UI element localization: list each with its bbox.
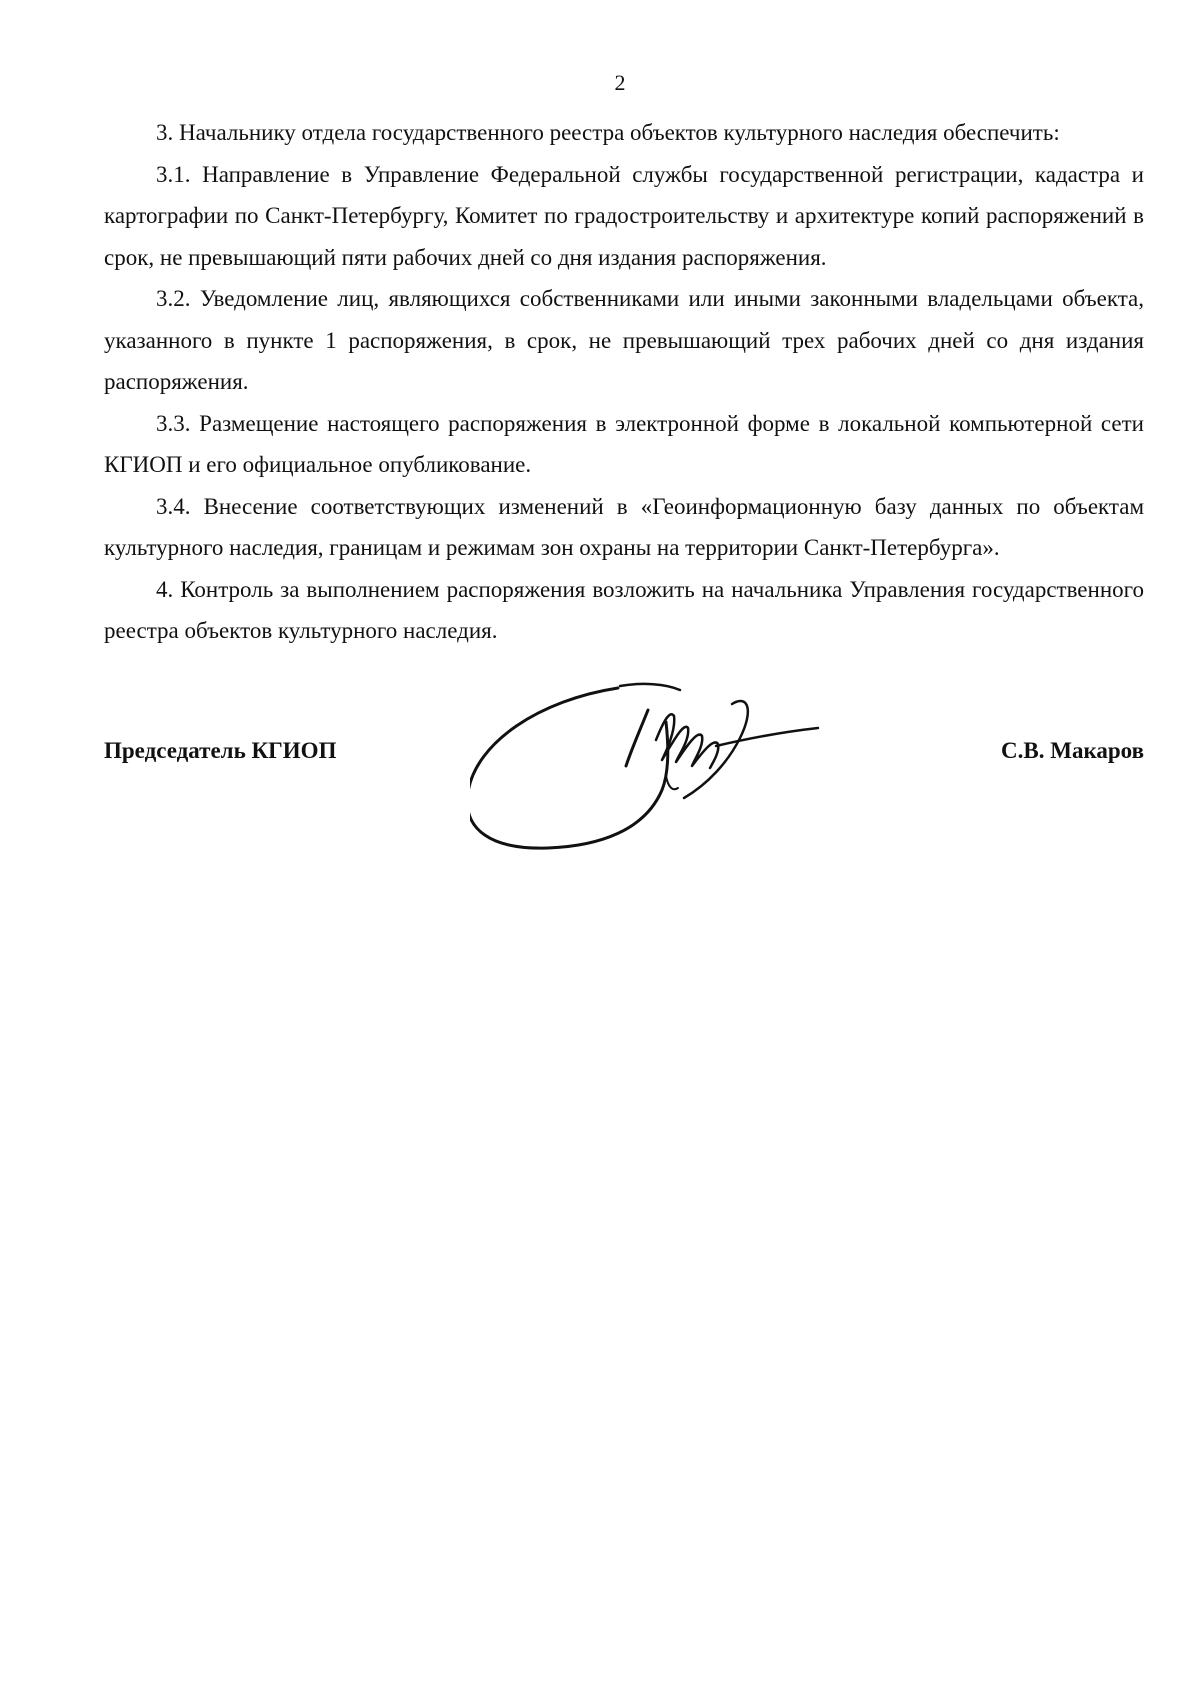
paragraph-3-1: 3.1. Направление в Управление Федеральной службы государственной регистрации, кадастра и картографии по Санкт-Петербургу, Комитет по градостроительству и архитектуре копий распоряжений в срок, не превышающий пяти рабочих дней со дня издания распоряжения. xyxy=(104,161,1144,270)
signer-name: С.В. Макаров xyxy=(1001,738,1144,763)
paragraph-3-4: 3.4. Внесение соответствующих изменений в «Геоинформационную базу данных по объектам культурного наследия, границам и режимам зон охраны на территории Санкт-Петербурга». xyxy=(104,493,1144,560)
signer-title: Председатель КГИОП xyxy=(104,738,337,763)
paragraph-3: 3. Начальнику отдела государственного реестра объектов культурного наследия обеспечить: xyxy=(156,120,1060,145)
paragraph-3-2: 3.2. Уведомление лиц, являющихся собственниками или иными законными владельцами объекта, указанного в пункте 1 распоряжения, в срок, не превышающий трех рабочих дней со дня издания распоряжения. xyxy=(104,286,1144,394)
document-body xyxy=(104,112,1144,652)
paragraph-3-3: 3.3. Размещение настоящего распоряжения в электронной форме в локальной компьютерной сети КГИОП и его официальное опубликование. xyxy=(104,410,1144,477)
handwritten-signature xyxy=(470,680,890,870)
page-number: 2 xyxy=(614,70,626,95)
paragraph-4: 4. Контроль за выполнением распоряжения возложить на начальника Управления государственного реестра объектов культурного наследия. xyxy=(104,576,1144,643)
